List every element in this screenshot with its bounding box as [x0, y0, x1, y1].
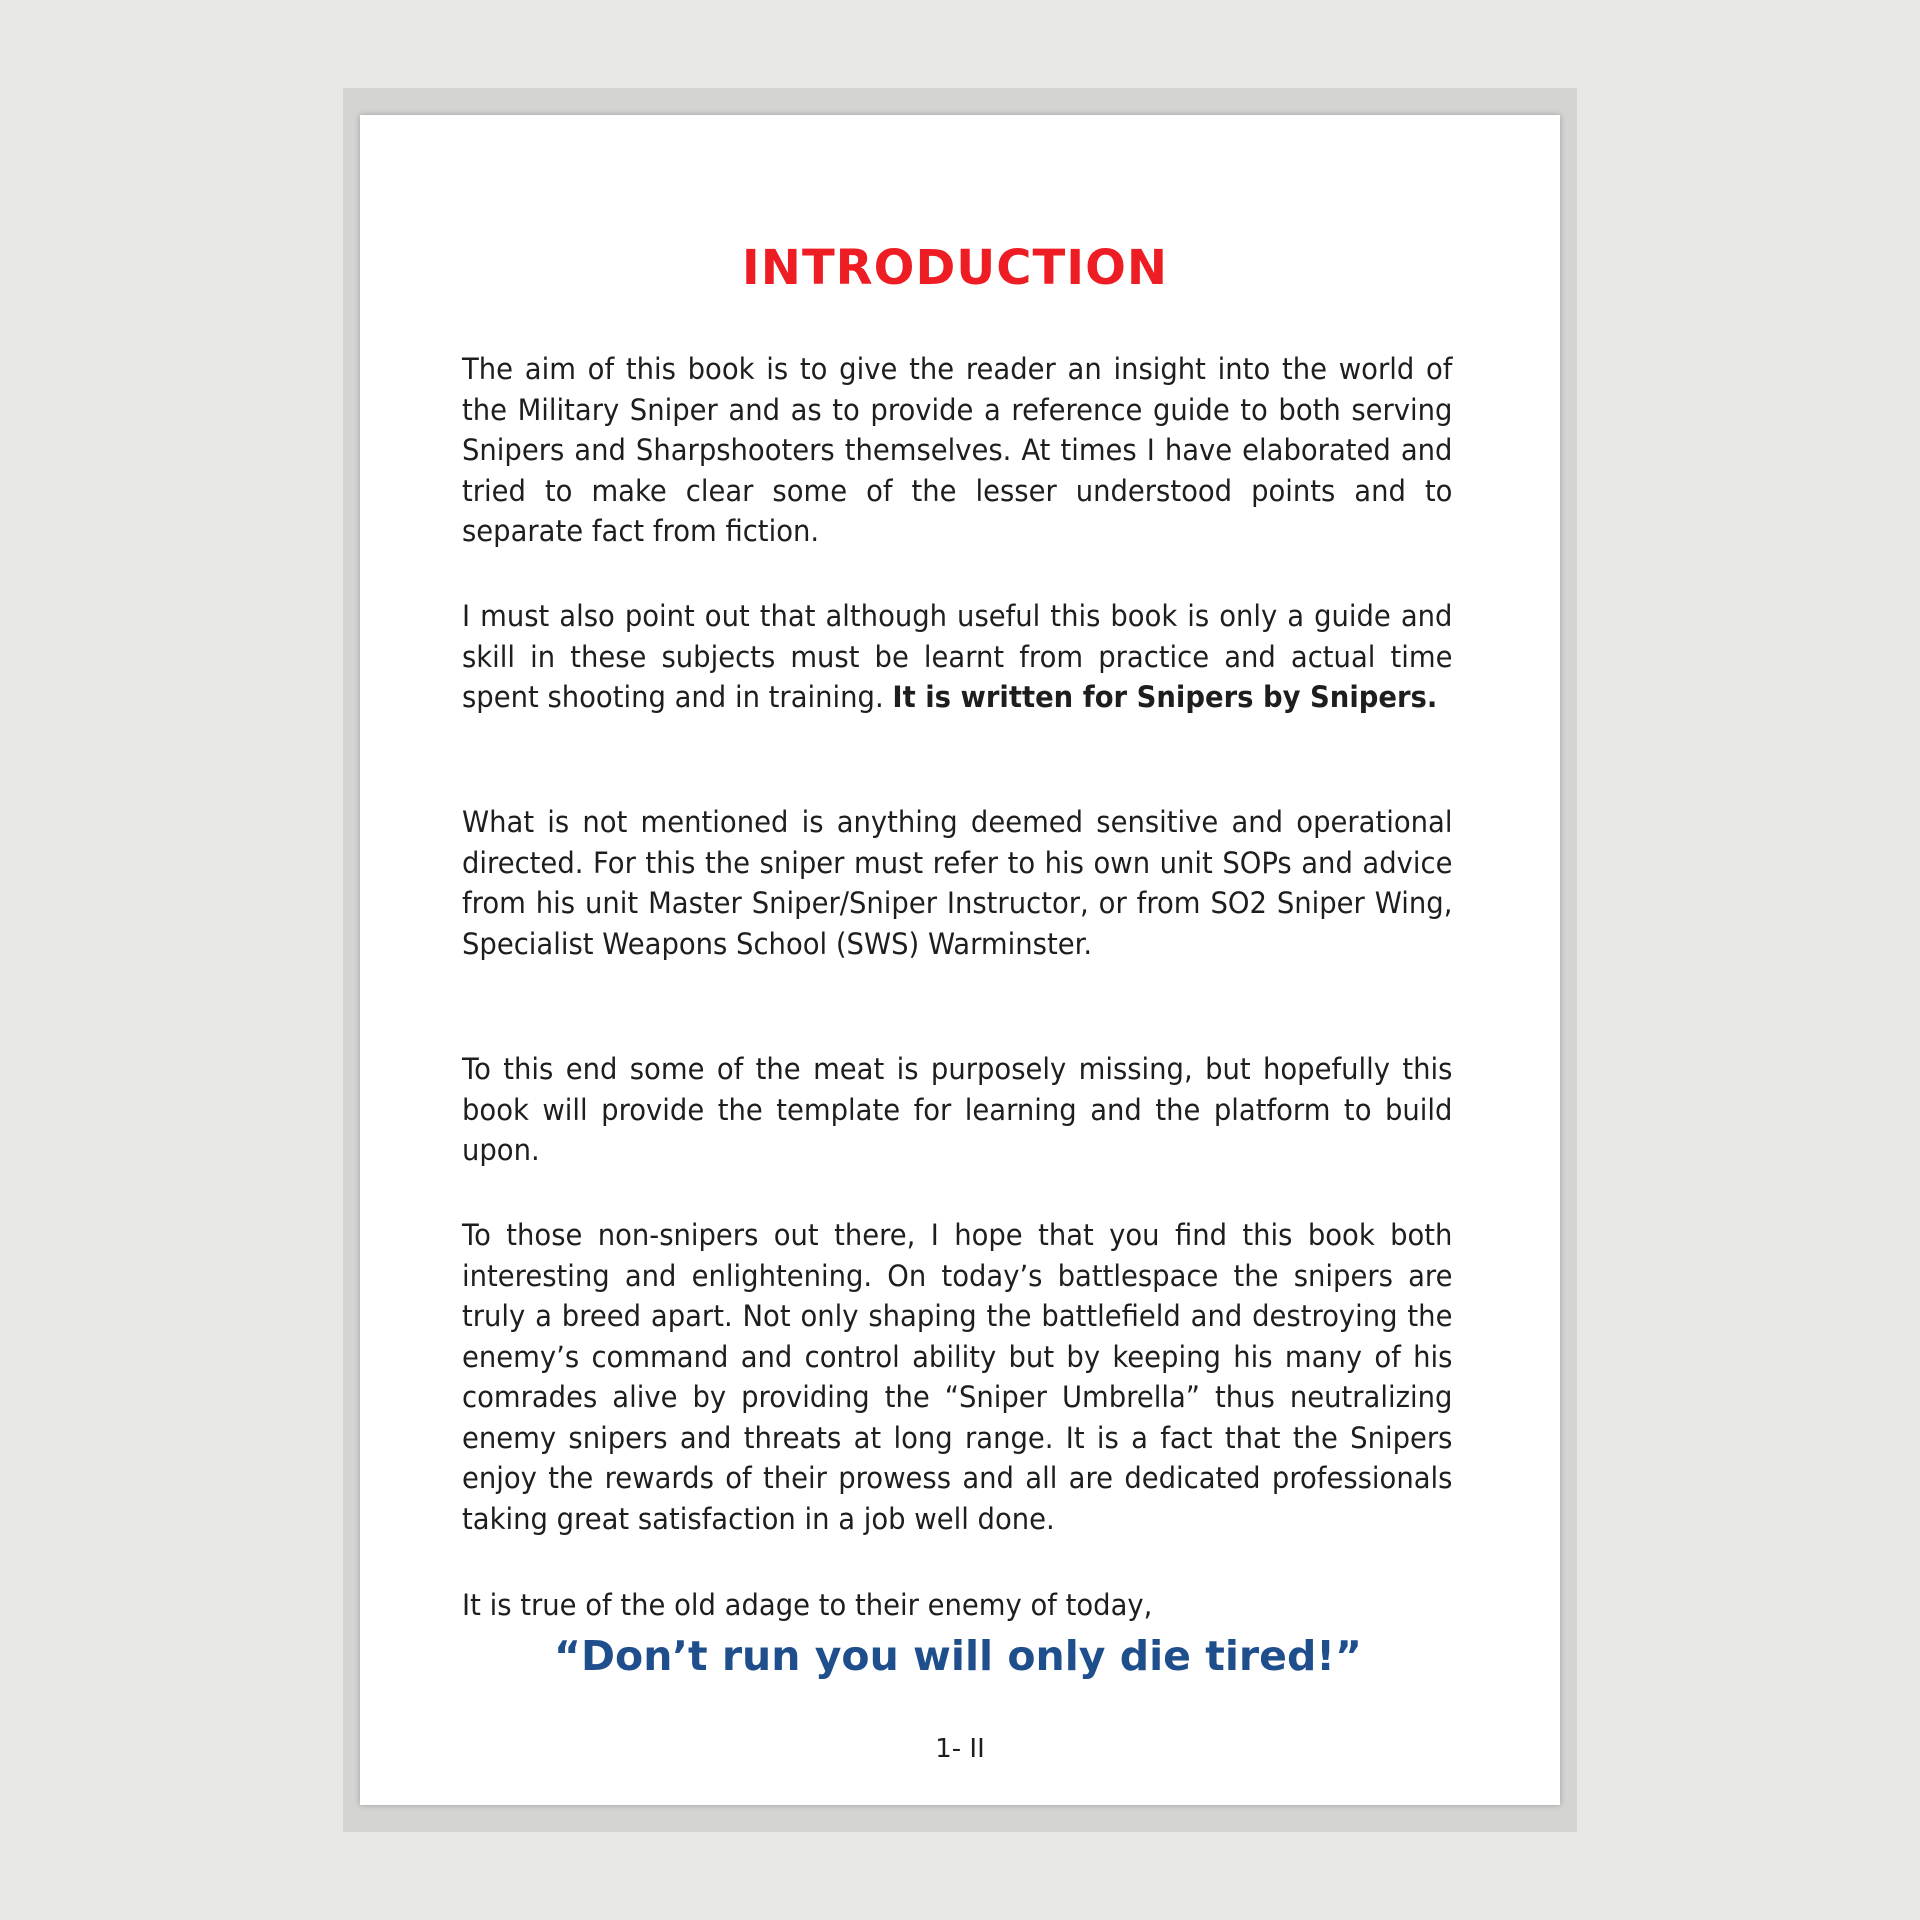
paragraph-meat-missing: To this end some of the meat is purposely missing, but hopefully this book will provide the template for learning and the platform to build upon. — [462, 1052, 1453, 1167]
paragraph-non-snipers: To those non-snipers out there, I hope that you find this book both interesting and enlightening. On today’s battlespace the snipers are truly a breed apart. Not only shaping the battlefield and destroying the enemy’s command and control ability but by keeping his many of his comrades alive by providing the “Sniper Umbrella” thus neutralizing enemy snipers and threats at long range. It is a fact that the Snipers enjoy the rewards of their prowess and all are dedicated professionals taking great satisfaction in a job well done. — [462, 1218, 1453, 1536]
paragraph-guide-text: I must also point out that although useful this book is only a guide and skill in these subjects must be learnt from practice and actual time spent shooting and in training. — [462, 599, 1453, 714]
page-title: INTRODUCTION — [741, 240, 1169, 296]
document-page — [360, 115, 1560, 1805]
paragraph-not-mentioned: What is not mentioned is anything deemed sensitive and operational directed. For this the sniper must refer to his own unit SOPs and advice from his unit Master Sniper/Sniper Instructor, or from SO2 Sniper Wing, Specialist Weapons School (SWS) Warminster. — [462, 805, 1453, 961]
paragraph-guide — [462, 596, 1452, 718]
paragraph-adage: It is true of the old adage to their enemy of today, — [462, 1588, 1153, 1622]
paragraph-aim: The aim of this book is to give the reader an insight into the world of the Military Sniper and as to provide a reference guide to both serving Snipers and Sharpshooters themselves. At times I have elaborated and tried to make clear some of the lesser understood points and to separate fact from fiction. — [462, 352, 1453, 548]
page-number: 1- II — [935, 1734, 985, 1764]
paragraph-guide-emphasis: It is written for Snipers by Snipers. — [892, 680, 1438, 714]
closing-quote: “Don’t run you will only die tired!” — [554, 1632, 1362, 1680]
